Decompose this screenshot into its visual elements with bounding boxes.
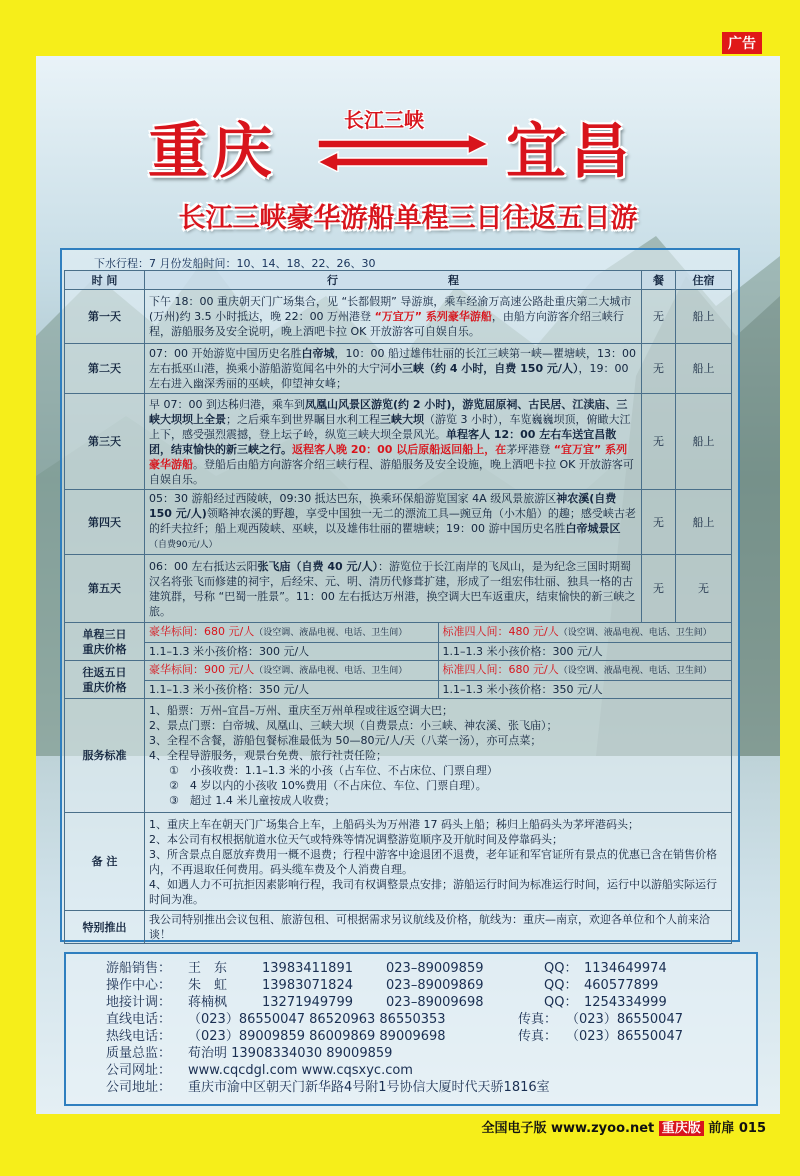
deluxe-price: 豪华标间：680 元/人（设空调、液晶电视、电话、卫生间） <box>145 623 438 643</box>
lodging-cell: 船上 <box>676 344 732 394</box>
list-item: 4、全程导游服务，观景台免费、旅行社责任险； <box>149 749 387 762</box>
price-details <box>145 623 732 661</box>
special-label: 特别推出 <box>65 911 145 944</box>
deluxe-price: 豪华标间：900 元/人（设空调、液晶电视、电话、卫生间） <box>145 661 438 681</box>
day-label: 第一天 <box>65 290 145 344</box>
service-list <box>145 699 732 813</box>
standard-price: 标准四人间：480 元/人（设空调、液晶电视、电话、卫生间） <box>438 623 731 643</box>
notes-label: 备 注 <box>65 813 145 911</box>
qq-label: QQ： <box>544 995 578 1010</box>
arrival-city: 宜昌 <box>506 117 634 187</box>
staff-name: 蒋楠枫 <box>188 995 228 1010</box>
day-desc: 07：00 开始游览中国历史名胜白帝城，10：00 船过雄伟壮丽的长江三峡第一峡—瞿塘峡，13：00 左右抵巫山港，换乘小游船游览闻名中外的大宁河小三峡（约 4 小时，自费 150 元/人），19：00 左右进入幽深秀丽的巫峡，仰望神女峰； <box>145 344 642 394</box>
lodging-cell: 船上 <box>676 290 732 344</box>
header-lodging: 住宿 <box>676 271 732 290</box>
price-row-oneway <box>65 623 732 661</box>
service-row <box>65 699 732 813</box>
fax-label: 传真： <box>518 1012 558 1027</box>
day-row-4 <box>65 490 732 555</box>
hotline-label: 热线电话： <box>106 1029 172 1044</box>
quality-label: 质量总监： <box>106 1046 172 1061</box>
departure-dates: 下水行程：7 月份发船时间：10、14、18、22、26、30 <box>94 257 376 270</box>
day-row-3 <box>65 394 732 490</box>
staff-qq: 460577899 <box>584 978 659 993</box>
meal-cell: 无 <box>642 290 676 344</box>
day-label: 第四天 <box>65 490 145 555</box>
day-row-2 <box>65 344 732 394</box>
ad-panel <box>36 56 780 1114</box>
lodging-cell: 无 <box>676 555 732 623</box>
child-price: 1.1–1.3 米小孩价格：300 元/人 <box>442 645 603 658</box>
departure-city: 重庆 <box>148 117 276 187</box>
staff-phone: 023–89009869 <box>386 978 484 993</box>
list-item: 3、所含景点自愿放弃费用一概不退费；行程中游客中途退团不退费，老年证和军官证所有景点的优惠已含在销售价格内，不再退取任何费用。码头缆车费及个人消费自理。 <box>149 847 717 876</box>
child-price: 1.1–1.3 米小孩价格：300 元/人 <box>145 643 438 661</box>
list-item: ① 小孩收费：1.1–1.3 米的小孩（占车位、不占床位、门票自理） <box>169 764 498 777</box>
footer-site[interactable]: 全国电子版 www.zyoo.net <box>481 1121 655 1136</box>
list-item: 2、本公司有权根据航道水位天气或特殊等情况调整游览顺序及开航时间及停靠码头； <box>149 832 563 846</box>
standard-price: 标准四人间：680 元/人（设空调、液晶电视、电话、卫生间） <box>438 661 731 681</box>
staff-name: 王 东 <box>188 961 228 976</box>
footer <box>481 1117 766 1136</box>
tour-title: 长江三峡豪华游船单程三日往返五日游 <box>178 203 638 234</box>
meal-cell: 无 <box>642 490 676 555</box>
staff-name: 朱 虹 <box>188 978 228 993</box>
meal-cell: 无 <box>642 555 676 623</box>
contact-box <box>64 952 758 1106</box>
list-item: 4、如遇人力不可抗拒因素影响行程，我司有权调整景点安排；游船运行时间为标准运行时间，运行中以游船实际运行时间为准。 <box>149 877 717 906</box>
staff-role: 操作中心： <box>106 978 172 993</box>
price-label: 往返五日 重庆价格 <box>65 661 145 699</box>
service-label: 服务标准 <box>65 699 145 813</box>
staff-qq: 1254334999 <box>584 995 667 1010</box>
ad-tag: 广告 <box>722 32 762 54</box>
day-desc: 下午 18：00 重庆朝天门广场集合，见 “长都假期” 导游旗，乘车经渝万高速公路赴重庆第二大城市(万州)约 3.5 小时抵达，晚 22：00 万州港登 “万宜万” 系列豪华游船，由船方向游客介绍三峡行程，游船服务及安全说明，晚上酒吧卡拉 OK 开放游客可自娱自乐。 <box>145 290 642 344</box>
notes-list <box>145 813 732 911</box>
lodging-cell: 船上 <box>676 490 732 555</box>
meal-cell: 无 <box>642 344 676 394</box>
day-desc: 06：00 左右抵达云阳张飞庙（自费 40 元/人）：游览位于长江南岸的飞凤山，是为纪念三国时期蜀汉名将张飞而修建的祠宇，后经宋、元、明、清历代修葺扩建，形成了一组宏伟壮丽、独具一格的古建筑群，号称 “巴蜀一胜景”。11：00 左右抵达万州港，换空调大巴车返重庆，结束愉快的新三峡之旅。 <box>145 555 642 623</box>
fax-number: （023）86550047 <box>566 1029 683 1044</box>
direct-label: 直线电话： <box>106 1012 172 1027</box>
header-time: 时 间 <box>65 271 145 290</box>
list-item: 1、重庆上车在朝天门广场集合上车，上船码头为万州港 17 码头上船；秭归上船码头为茅坪港码头； <box>149 817 639 831</box>
address-label: 公司地址： <box>106 1080 172 1095</box>
day-row-5 <box>65 555 732 623</box>
fax-label: 传真： <box>518 1029 558 1044</box>
day-label: 第二天 <box>65 344 145 394</box>
day-desc: 早 07：00 到达秭归港，乘车到凤凰山风景区游览(约 2 小时)，游览屈原祠、古民居、江渎庙、三峡大坝坝上全景；之后乘车到世界瞩目水利工程三峡大坝（游览 3 小时），车览巍巍坝顶，俯瞰大江上下，感受强烈震撼，登上坛子岭，纵览三峡大坝全景风光。单程客人 12：00 左右车送宜昌散团，结束愉快的新三峡之行。返程客人晚 20：00 以后原船返回船上，在茅坪港登 “宜万宜” 系列豪华游船。登船后由船方向游客介绍三峡行程、游船服务及安全设施，晚上酒吧卡拉 OK 开放游客可自娱自乐。 <box>145 394 642 490</box>
route-label: 长江三峡 <box>344 108 424 132</box>
fax-number: （023）86550047 <box>566 1012 683 1027</box>
direct-numbers: （023）86550047 86520963 86550353 <box>188 1012 446 1027</box>
qq-label: QQ： <box>544 961 578 976</box>
staff-phone: 023–89009859 <box>386 961 484 976</box>
website-value[interactable]: www.cqcdgl.com www.cqsxyc.com <box>188 1063 413 1078</box>
notes-row <box>65 813 732 911</box>
price-label: 单程三日 重庆价格 <box>65 623 145 661</box>
round-trip-arrows-icon <box>318 132 488 172</box>
list-item: 3、全程不含餐，游船包餐标准最低为 50—80元/人/天（八菜一汤），亦可点菜； <box>149 734 542 747</box>
list-item: ② 4 岁以内的小孩收 10%费用（不占床位、车位、门票自理）。 <box>169 779 487 792</box>
day-desc: 05：30 游船经过西陵峡，09:30 抵达巴东，换乘环保船游览国家 4A 级风景旅游区神农溪(自费 150 元/人)领略神农溪的野趣，享受中国独一无二的漂流工具—豌豆角（小木船）的趣；感受峡古老的纤夫拉纤；船上观西陵峡、巫峡，以及雄伟壮丽的瞿塘峡；19：00 游中国历史名胜白帝城景区（自费90元/人） <box>145 490 642 555</box>
list-item: 2、景点门票：白帝城、凤凰山、三峡大坝（自费景点：小三峡、神农溪、张飞庙）； <box>149 719 558 732</box>
day-row-1 <box>65 290 732 344</box>
qq-label: QQ： <box>544 978 578 993</box>
staff-mobile: 13271949799 <box>262 995 353 1010</box>
itinerary-table <box>64 270 732 944</box>
child-price: 1.1–1.3 米小孩价格：350 元/人 <box>145 681 438 699</box>
footer-edition: 重庆版 <box>659 1121 704 1136</box>
list-item: 1、船票：万州–宜昌–万州、重庆至万州单程或往返空调大巴； <box>149 704 453 717</box>
price-details <box>145 661 732 699</box>
staff-qq: 1134649974 <box>584 961 667 976</box>
child-price: 1.1–1.3 米小孩价格：350 元/人 <box>442 683 603 696</box>
special-text: 我公司特别推出会议包租、旅游包租、可根据需求另议航线及价格，航线为：重庆—南京，欢迎各单位和个人前来洽谈！ <box>145 911 732 944</box>
list-item: ③ 超过 1.4 米儿童按成人收费； <box>169 794 336 807</box>
staff-mobile: 13983071824 <box>262 978 353 993</box>
website-label: 公司网址： <box>106 1063 172 1078</box>
staff-phone: 023–89009698 <box>386 995 484 1010</box>
header-meal: 餐 <box>642 271 676 290</box>
special-row <box>65 911 732 944</box>
staff-mobile: 13983411891 <box>262 961 353 976</box>
day-label: 第五天 <box>65 555 145 623</box>
meal-cell: 无 <box>642 394 676 490</box>
lodging-cell: 船上 <box>676 394 732 490</box>
footer-page: 前扉 015 <box>708 1121 766 1136</box>
day-label: 第三天 <box>65 394 145 490</box>
staff-role: 地接计调： <box>106 995 172 1010</box>
header-itinerary: 行 程 <box>145 271 642 290</box>
staff-role: 游船销售： <box>106 961 172 976</box>
quality-value: 荀治明 13908334030 89009859 <box>188 1046 393 1061</box>
table-header <box>65 271 732 290</box>
price-row-roundtrip <box>65 661 732 699</box>
address-value: 重庆市渝中区朝天门新华路4号附1号协信大厦时代天骄1816室 <box>188 1080 550 1095</box>
hotline-numbers: （023）89009859 86009869 89009698 <box>188 1029 446 1044</box>
